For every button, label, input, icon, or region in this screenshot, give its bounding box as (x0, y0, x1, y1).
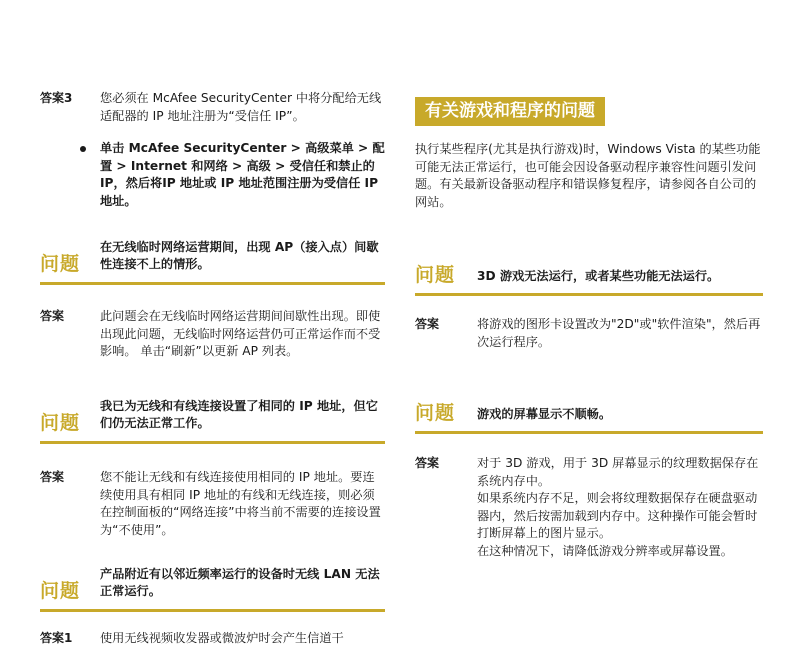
answer-block-2 (40, 469, 385, 541)
answer-label: 答案3 (40, 91, 73, 105)
question-label: 问题 (40, 580, 81, 602)
answer-text: 您不能让无线和有线连接使用相同的 IP 地址。要连续使用具有相同 IP 地址的有线和无线连接，则必须在控制面板的“网络连接”中将当前不需要的连接设置为“不使用”。 (100, 470, 381, 537)
answer-block-r2 (415, 455, 763, 561)
bullet-icon (80, 146, 86, 152)
answer-text-group (477, 455, 763, 561)
answer-label: 答案 (40, 309, 65, 323)
question-label: 问题 (40, 253, 81, 275)
question-block-2 (40, 396, 385, 444)
answer-text: 此问题会在无线临时网络运营期间间歇性出现。即使出现此问题，无线临时网络运营仍可正常运作而不受影响。 单击“刷新”以更新 AP 列表。 (100, 309, 381, 359)
answer-text: 使用无线视频收发器或微波炉时会产生信道干 (100, 631, 344, 645)
question-label: 问题 (415, 264, 456, 286)
question-block-1 (40, 230, 385, 285)
question-block-r1 (415, 252, 763, 296)
answer-paragraph: 如果系统内存不足，则会将纹理数据保存在硬盘驱动器内，然后按需加载到内存中。这种操作可能会暂时打断屏幕上的图片显示。 (477, 491, 758, 541)
question-text: 在无线临时网络运营期间，出现 AP（接入点）间歇性连接不上的情形。 (100, 239, 379, 272)
answer-paragraph: 对于 3D 游戏，用于 3D 屏幕显示的纹理数据保存在系统内存中。 (477, 456, 759, 488)
question-label: 问题 (40, 412, 81, 434)
answer-text: 您必须在 McAfee SecurityCenter 中将分配给无线适配器的 IP 地址注册为“受信任 IP”。 (100, 91, 382, 123)
answer-block-1 (40, 308, 385, 380)
question-block-3 (40, 562, 385, 612)
bullet-item (80, 140, 385, 212)
section-intro: 执行某些程序(尤其是执行游戏)时，Windows Vista 的某些功能可能无法正常运行，也可能会因设备驱动程序兼容性问题引发问题。有关最新设备驱动程序和错误修复程序，请参阅各自公司的网站。 (415, 142, 761, 209)
question-text: 游戏的屏幕显示不顺畅。 (477, 407, 612, 422)
question-block-r2 (415, 392, 763, 434)
question-text: 3D 游戏无法运行，或者某些功能无法运行。 (477, 269, 720, 284)
question-label: 问题 (415, 402, 456, 424)
answer-block-r1 (415, 316, 763, 352)
answer-block-3 (40, 630, 385, 648)
question-text: 我已为无线和有线连接设置了相同的 IP 地址，但它们仍无法正常工作。 (100, 398, 378, 431)
answer-text: 将游戏的图形卡设置改为"2D"或"软件渲染"，然后再次运行程序。 (477, 317, 761, 349)
section-title: 有关游戏和程序的问题 (415, 97, 605, 126)
bullet-text: 单击 McAfee SecurityCenter > 高级菜单 > 配置 > Internet 和网络 > 高级 > 受信任和禁止的 IP，然后将IP 地址或 IP 地址范围注册为受信任 IP 地址。 (100, 141, 385, 208)
answer-label: 答案1 (40, 631, 73, 645)
answer-label: 答案 (415, 456, 440, 470)
answer-label: 答案 (40, 470, 65, 484)
answer-label: 答案 (415, 317, 440, 331)
answer3-block (40, 90, 385, 130)
answer-paragraph: 在这种情况下，请降低游戏分辨率或屏幕设置。 (477, 543, 733, 558)
question-text: 产品附近有以邻近频率运行的设备时无线 LAN 无法正常运行。 (100, 566, 380, 599)
